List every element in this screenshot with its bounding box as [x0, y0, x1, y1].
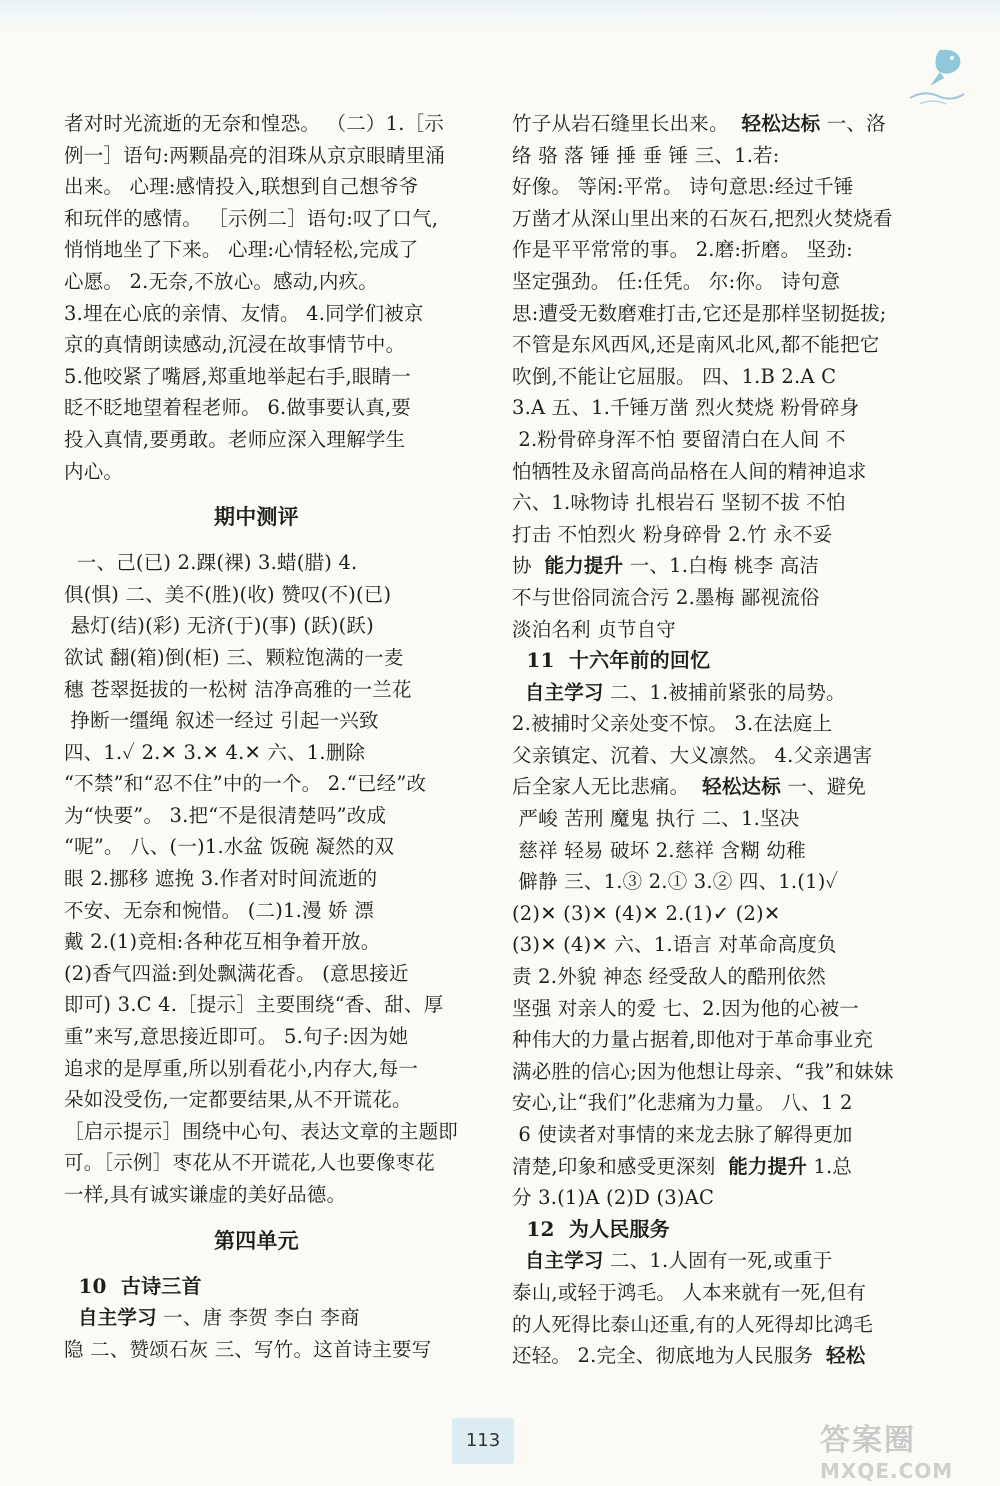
text-line: 即可) 3.C 4.［提示］主要围绕“香、甜、厚 [64, 993, 444, 1017]
text-line [512, 771, 927, 803]
text-line: 隐 二、赞颂石灰 三、写竹。这首诗主要写 [64, 1337, 432, 1361]
text-line: 作是平平常常的事。 2.磨:折磨。 坚劲: [512, 238, 853, 262]
text-line: 六、1.咏物诗 扎根岩石 坚韧不拔 不怕 [512, 491, 846, 515]
text-line: 2.粉骨碎身浑不怕 要留清白在人间 不 [512, 427, 846, 451]
text-line: 朵如没受伤,一定都要结果,从不开谎花。 [64, 1088, 412, 1112]
text-line: 一样,具有诚实谦虚的美好品德。 [64, 1183, 347, 1206]
text-line: 坚强 对亲人的爱 七、2.因为他的心被一 [512, 996, 860, 1020]
text-line: “不禁”和“忍不住”中的一个。 2.“已经”改 [64, 772, 427, 796]
page-number: 113 [452, 1418, 514, 1464]
text-segment: 竹子从岩石缝里长出来。 [512, 112, 729, 135]
label-self-study: 自主学习 [64, 1306, 157, 1330]
text-line: 络 骆 落 锤 捶 垂 锤 三、1.若: [512, 143, 780, 167]
text-line: 3.埋在心底的亲情、友情。 4.同学们被京 [64, 301, 424, 325]
label-ability: 能力提升 [728, 1154, 808, 1178]
text-line: 父亲镇定、沉着、大义凛然。 4.父亲遇害 [512, 743, 873, 767]
text-line: 思:遭受无数磨难打击,它还是那样坚韧挺拔; [512, 301, 887, 325]
text-line: 例一］语句:两颗晶亮的泪珠从京京眼睛里涌 [64, 143, 446, 167]
section-heading-unit4: 第四单元 [214, 1227, 299, 1253]
watermark-url: MXQE.COM [820, 1459, 954, 1483]
text-segment: 后全家人无比悲痛。 [512, 775, 690, 799]
text-line: 满必胜的信心;因为他想让母亲、“我”和妹妹 [512, 1059, 894, 1083]
text-line: 打击 不怕烈火 粉身碎骨 2.竹 永不妥 [512, 522, 833, 546]
text-line: 3.A 五、1.千锤万凿 烈火焚烧 粉骨碎身 [512, 396, 860, 420]
text-line: ［启示提示］围绕中心句、表达文章的主题即 [64, 1119, 459, 1143]
text-line: 慈祥 轻易 破坏 2.慈祥 含糊 幼稚 [512, 838, 806, 862]
text-line: 投入真情,要勇敢。老师应深入理解学生 [64, 427, 406, 451]
text-line: 僻静 三、1.③ 2.① 3.② 四、1.(1)✓ [512, 870, 839, 894]
text-line: 分 3.(1)A (2)D (3)AC [512, 1186, 715, 1210]
text-line: 2.被捕时父亲处变不惊。 3.在法庭上 [512, 712, 833, 736]
text-segment: 还轻。 2.完全、彻底地为人民服务 [512, 1344, 814, 1368]
text-line: 吹倒,不能让它屈服。 四、1.B 2.A C [512, 364, 837, 388]
text-line: (3)✕ (4)✕ 六、1.语言 对革命高度负 [512, 933, 837, 957]
watermark-logo-text: 答案圈 [820, 1423, 916, 1458]
text-line: 追求的是厚重,所以别看花小,内存大,每一 [64, 1056, 419, 1080]
text-line: 种伟大的力量占据着,即他对于革命事业充 [512, 1028, 873, 1052]
text-line: 为“快要”。 3.把“不是很清楚吗”改成 [64, 803, 387, 827]
text-line: “呢”。 八、(一)1.水盆 饭碗 凝然的双 [64, 835, 395, 859]
top-decorative-band [0, 0, 1000, 36]
text-line: (2)✕ (3)✕ (4)✕ 2.(1)✓ (2)✕ [512, 901, 781, 925]
label-easy: 轻松达标 [702, 775, 781, 799]
text-line: 挣断一缰绳 叙述一经过 引起一兴致 [64, 709, 379, 733]
left-column [64, 108, 484, 1365]
text-line: 欲试 翻(箱)倒(柜) 三、颗粒饱满的一麦 [64, 645, 404, 669]
text-segment: 二、1.被捕前紧张的局势。 [603, 680, 846, 704]
text-line: 京的真情朗读感动,沉浸在故事情节中。 [64, 333, 406, 357]
text-line: 不与世俗同流合污 2.墨梅 鄙视流俗 [512, 585, 820, 609]
text-line [512, 108, 927, 140]
text-line: 责 2.外貌 神态 经受敌人的酷刑依然 [512, 965, 827, 989]
label-ability: 能力提升 [544, 554, 624, 578]
text-line [512, 1340, 927, 1372]
text-line: 内心。 [64, 459, 124, 483]
text-line: 悄悄地坐了下来。 心理:心情轻松,完成了 [64, 238, 419, 262]
fish-icon [900, 42, 970, 112]
text-line: 四、1.✓ 2.✕ 3.✕ 4.✕ 六、1.删除 [64, 740, 366, 764]
text-line: 泰山,或轻于鸿毛。 人本来就有一死,但有 [512, 1280, 867, 1304]
text-segment: 二、1.人固有一死,或重于 [603, 1249, 833, 1273]
text-line: 不管是东风西风,还是南风北风,都不能把它 [512, 333, 880, 357]
text-line: 眨不眨地望着程老师。 6.做事要认真,要 [64, 396, 412, 420]
section-heading-midterm: 期中测评 [214, 504, 299, 530]
label-self-study: 自主学习 [524, 1249, 604, 1273]
text-segment: 协 [512, 554, 532, 578]
label-easy: 轻松达标 [741, 112, 821, 135]
lesson-title-11: 11 十六年前的回忆 [512, 648, 711, 673]
text-line: 和玩伴的感情。 ［示例二］语句:叹了口气, [64, 206, 439, 230]
lesson-title-10: 10 古诗三首 [64, 1273, 202, 1298]
text-line: 者对时光流逝的无奈和惶恐。 （二）1.［示 [64, 112, 445, 135]
watermark [820, 1415, 990, 1483]
text-line: 怕牺牲及永留高尚品格在人间的精神追求 [512, 459, 867, 483]
text-segment: 一、1.白梅 桃李 高洁 [623, 554, 820, 578]
text-line [512, 1245, 927, 1277]
text-line: 重”来写,意思接近即可。 5.句子:因为她 [64, 1025, 409, 1049]
text-line [512, 1151, 927, 1183]
text-line [512, 550, 927, 582]
text-line: 俱(惧) 二、美不(胜)(收) 赞叹(不)(已) [64, 582, 392, 606]
text-line: 悬灯(结)(彩) 无济(于)(事) (跃)(跃) [64, 614, 374, 638]
text-line [64, 1302, 484, 1334]
text-line: 一、己(已) 2.踝(裸) 3.蜡(腊) 4. [64, 551, 358, 575]
lesson-title-12: 12 为人民服务 [512, 1216, 670, 1241]
text-line: 安心,让“我们”化悲痛为力量。 八、1 2 [512, 1091, 853, 1115]
text-segment: 清楚,印象和感受更深刻 [512, 1154, 716, 1178]
text-line [512, 677, 927, 709]
text-segment: 一、避免 [780, 775, 867, 799]
label-easy-partial: 轻松 [826, 1344, 866, 1368]
text-line: 严峻 苦刑 魔鬼 执行 二、1.坚决 [512, 807, 800, 831]
text-segment: 一、洛 [820, 112, 886, 135]
text-line: 心愿。 2.无奈,不放心。感动,内疚。 [64, 269, 379, 293]
text-line: 坚定强劲。 任:任凭。 尔:你。 诗句意 [512, 269, 841, 293]
label-self-study: 自主学习 [524, 680, 604, 704]
text-line: 戴 2.(1)竞相:各种花互相争着开放。 [64, 930, 381, 954]
text-segment: 一、唐 李贺 李白 李商 [156, 1306, 360, 1330]
text-line: 5.他咬紧了嘴唇,郑重地举起右手,眼睛一 [64, 364, 412, 388]
text-line: 可。［示例］枣花从不开谎花,人也要像枣花 [64, 1151, 435, 1175]
text-segment: 1.总 [807, 1154, 853, 1178]
text-line: 眼 2.挪移 遮挽 3.作者对时间流逝的 [64, 867, 378, 891]
text-line: 好像。 等闲:平常。 诗句意思:经过千锤 [512, 175, 854, 199]
text-line: 淡泊名利 贞节自守 [512, 617, 676, 641]
right-column [512, 108, 927, 1372]
text-line: 穗 苍翠挺拔的一松树 洁净高雅的一兰花 [64, 677, 412, 701]
text-line: 6 使读者对事情的来龙去脉了解得更加 [512, 1123, 853, 1146]
text-line: 不安、无奈和惋惜。 (二)1.漫 娇 漂 [64, 898, 374, 922]
text-line: (2)香气四溢:到处飘满花香。 (意思接近 [64, 961, 409, 985]
text-line: 万凿才从深山里出来的石灰石,把烈火焚烧看 [512, 206, 893, 230]
text-line: 出来。 心理:感情投入,联想到自己想爷爷 [64, 175, 419, 199]
text-line: 的人死得比泰山还重,有的人死得却比鸿毛 [512, 1312, 873, 1336]
